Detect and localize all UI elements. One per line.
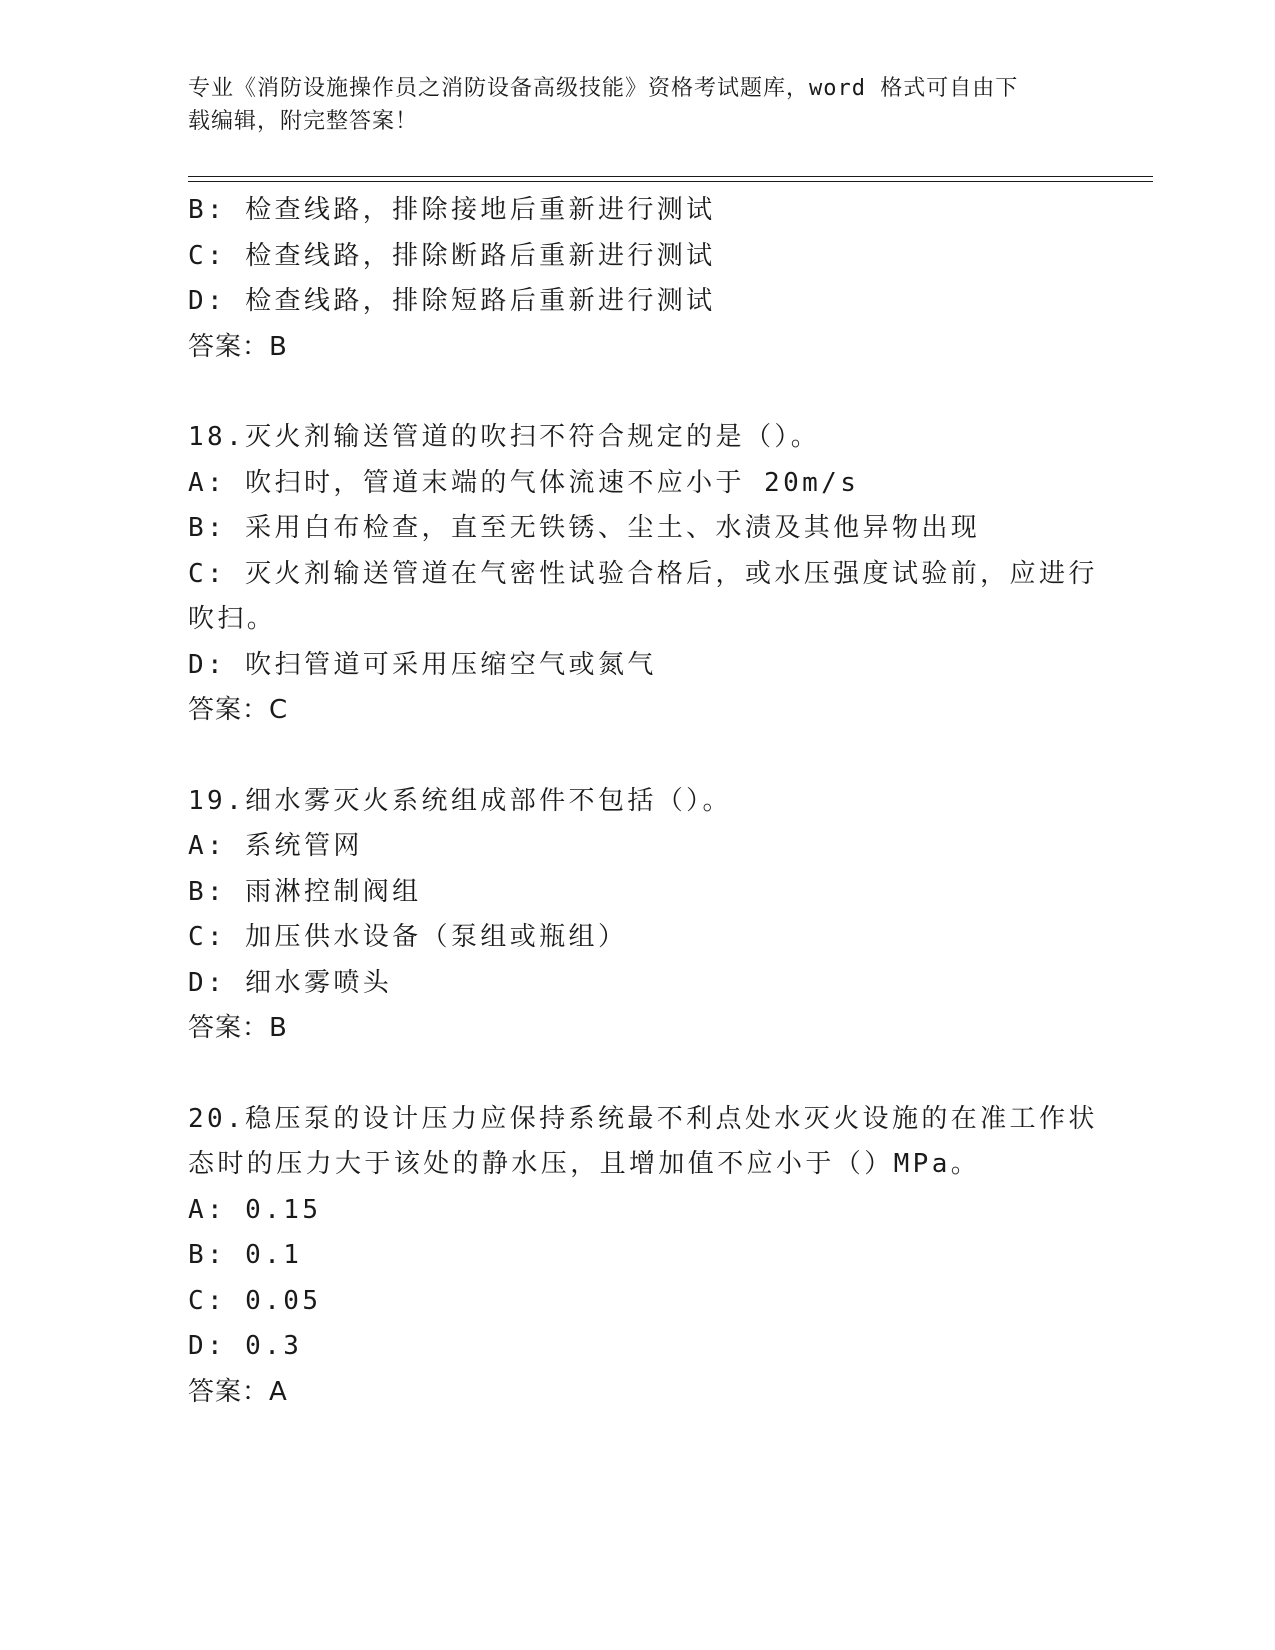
q17-answer: 答案：B bbox=[188, 331, 288, 362]
q19-option-b: B: 雨淋控制阀组 bbox=[188, 876, 422, 907]
header-divider-bottom bbox=[188, 181, 1153, 182]
q19-option-c: C: 加压供水设备（泵组或瓶组） bbox=[188, 922, 628, 952]
q17-option-c: C: 检查线路，排除断路后重新进行测试 bbox=[188, 240, 716, 271]
q20-answer: 答案：A bbox=[188, 1376, 288, 1407]
q19-answer: 答案：B bbox=[188, 1013, 288, 1043]
q20-question-line-1: 20.稳压泵的设计压力应保持系统最不利点处水灭火设施的在准工作状 bbox=[188, 1103, 1098, 1134]
question-17-tail bbox=[188, 188, 1088, 370]
q19-option-d: D: 细水雾喷头 bbox=[188, 967, 393, 998]
q19-question: 19.细水雾灭火系统组成部件不包括（）。 bbox=[188, 785, 732, 816]
q18-option-c-line-1: C: 灭火剂输送管道在气密性试验合格后，或水压强度试验前，应进行 bbox=[188, 558, 1098, 589]
header-divider-top bbox=[188, 176, 1153, 177]
q20-option-c: C: 0.05 bbox=[188, 1285, 322, 1316]
document-header bbox=[188, 72, 1068, 138]
q17-option-d: D: 检查线路，排除短路后重新进行测试 bbox=[188, 286, 716, 316]
q18-question: 18.灭火剂输送管道的吹扫不符合规定的是（）。 bbox=[188, 422, 821, 452]
q17-option-b: B: 检查线路，排除接地后重新进行测试 bbox=[188, 195, 716, 225]
q20-option-a: A: 0.15 bbox=[188, 1194, 322, 1225]
q20-option-d: D: 0.3 bbox=[188, 1331, 303, 1361]
q19-option-a: A: 系统管网 bbox=[188, 831, 363, 861]
question-list bbox=[188, 188, 1098, 1415]
q20-question-line-2: 态时的压力大于该处的静水压，且增加值不应小于（）MPa。 bbox=[188, 1149, 981, 1179]
q18-answer: 答案：C bbox=[188, 695, 289, 725]
header-title-line-2: 载编辑，附完整答案！ bbox=[188, 109, 419, 134]
spacer bbox=[188, 370, 1088, 415]
q18-option-a: A: 吹扫时，管道末端的气体流速不应小于 20m/s bbox=[188, 467, 860, 498]
q18-option-b: B: 采用白布检查，直至无铁锈、尘土、水渍及其他异物出现 bbox=[188, 513, 981, 543]
question-18 bbox=[188, 415, 1098, 734]
q18-option-c-line-2: 吹扫。 bbox=[188, 604, 277, 634]
spacer bbox=[188, 734, 1088, 779]
header-title-line-1: 专业《消防设施操作员之消防设备高级技能》资格考试题库，word 格式可自由下 bbox=[188, 76, 1019, 101]
q20-option-b: B: 0.1 bbox=[188, 1240, 303, 1270]
question-20 bbox=[188, 1097, 1098, 1416]
spacer bbox=[188, 1052, 1088, 1097]
question-19 bbox=[188, 779, 1088, 1052]
q18-option-d: D: 吹扫管道可采用压缩空气或氮气 bbox=[188, 649, 657, 680]
